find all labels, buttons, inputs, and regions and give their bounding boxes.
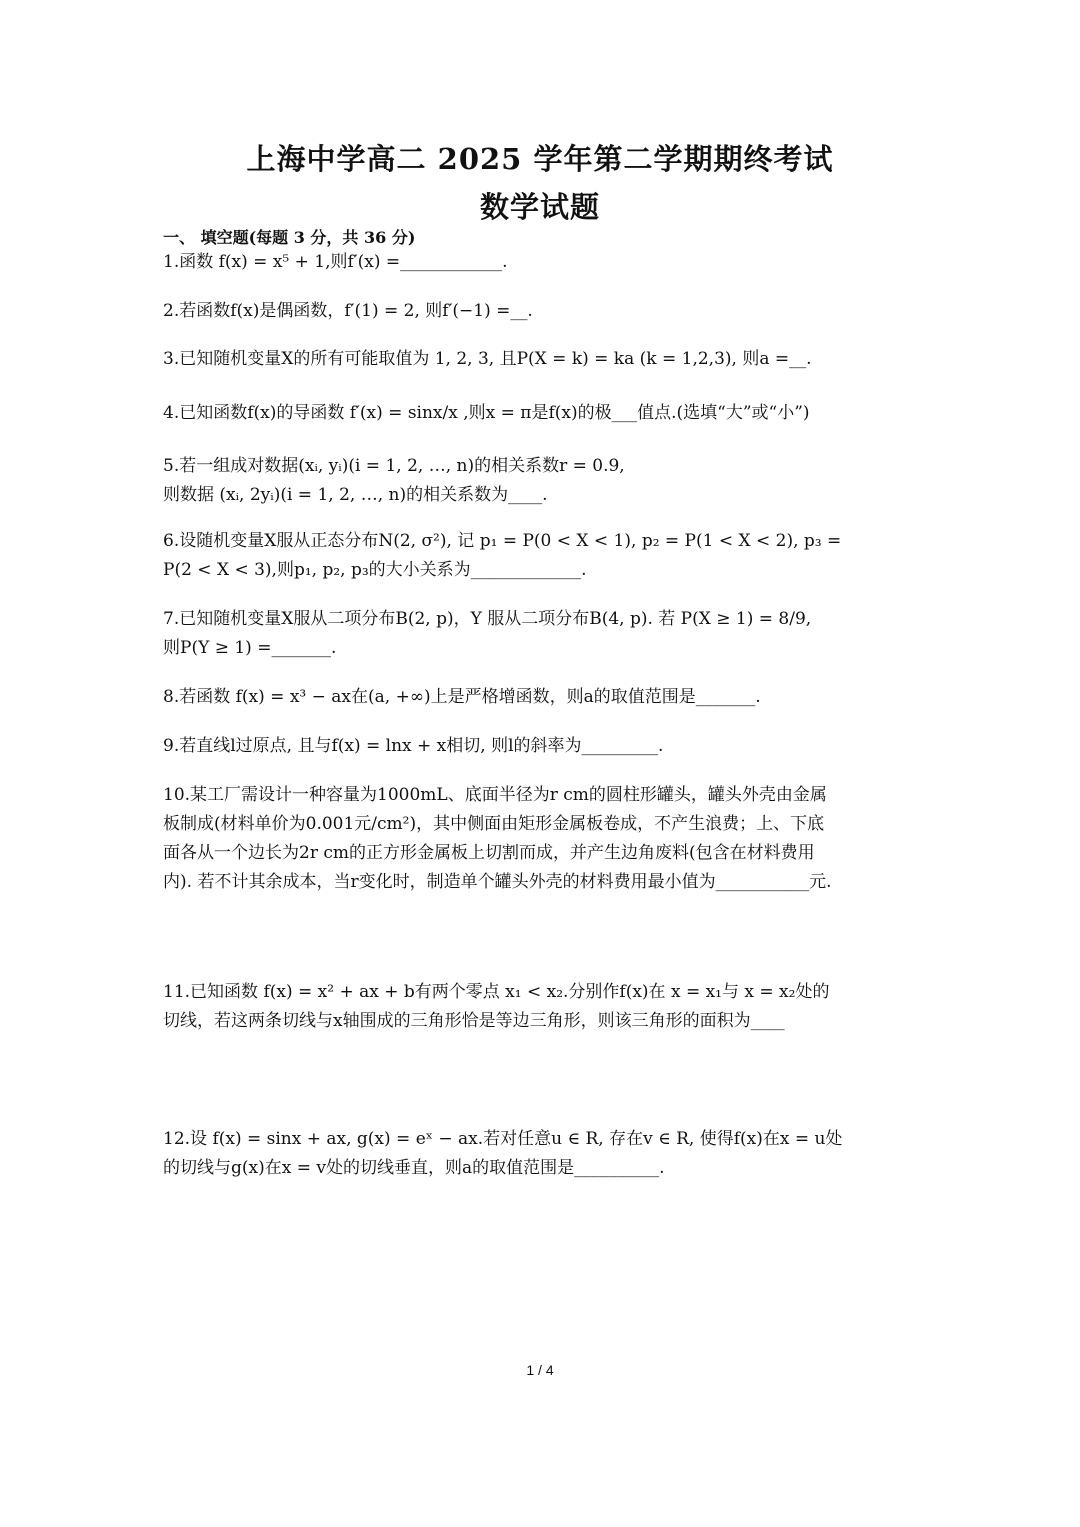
question-line: 10.某工厂需设计一种容量为1000mL、底面半径为r cm的圆柱形罐头，罐头外壳由金属 (163, 785, 827, 805)
question-4 (163, 399, 923, 428)
question-line: 板制成(材料单价为0.001元/cm²)，其中侧面由矩形金属板卷成，不产生浪费；上、下底 (163, 814, 825, 834)
question-line: 1.函数 f(x) = x⁵ + 1,则f′(x) =____________. (163, 252, 508, 272)
exam-title: 上海中学高二 2025 学年第二学期期终考试 (246, 142, 834, 176)
question-8 (163, 683, 923, 712)
question-1 (163, 248, 923, 277)
question-line: 切线，若这两条切线与x轴围成的三角形恰是等边三角形，则该三角形的面积为____ (163, 1011, 785, 1031)
question-10 (163, 781, 923, 897)
section-heading: 一、 填空题(每题 3 分，共 36 分) (163, 228, 416, 247)
question-line: 3.已知随机变量X的所有可能取值为 1, 2, 3, 且P(X = k) = ka (k = 1,2,3), 则a =__. (163, 349, 812, 369)
question-line: P(2 < X < 3),则p₁, p₂, p₃的大小关系为_____________. (163, 560, 587, 580)
question-line: 面各从一个边长为2r cm的正方形金属板上切割而成，并产生边角废料(包含在材料费用 (163, 843, 815, 863)
question-7 (163, 605, 923, 663)
exam-subtitle: 数学试题 (479, 190, 600, 224)
question-12 (163, 1125, 923, 1183)
question-line: 则数据 (xᵢ, 2yᵢ)(i = 1, 2, …, n)的相关系数为____. (163, 485, 548, 505)
question-6 (163, 527, 923, 585)
question-9 (163, 732, 923, 761)
page-number: 1 / 4 (526, 1362, 554, 1378)
question-line: 内). 若不计其余成本，当r变化时，制造单个罐头外壳的材料费用最小值为___________元. (163, 872, 832, 892)
question-line: 7.已知随机变量X服从二项分布B(2, p)，Y 服从二项分布B(4, p). 若 P(X ≥ 1) = 8/9, (163, 609, 812, 629)
question-5 (163, 452, 923, 510)
question-line: 11.已知函数 f(x) = x² + ax + b有两个零点 x₁ < x₂.分别作f(x)在 x = x₁与 x = x₂处的 (163, 982, 830, 1002)
question-line: 2.若函数f(x)是偶函数，f′(1) = 2, 则f′(−1) =__. (163, 301, 533, 321)
question-11 (163, 978, 923, 1036)
question-line: 则P(Y ≥ 1) =_______. (163, 638, 337, 658)
question-2 (163, 297, 923, 326)
question-3 (163, 345, 923, 374)
question-line: 8.若函数 f(x) = x³ − ax在(a, +∞)上是严格增函数，则a的取值范围是_______. (163, 687, 761, 707)
question-line: 6.设随机变量X服从正态分布N(2, σ²), 记 p₁ = P(0 < X < 1), p₂ = P(1 < X < 2), p₃ = (163, 531, 842, 551)
question-line: 5.若一组成对数据(xᵢ, yᵢ)(i = 1, 2, …, n)的相关系数r = 0.9, (163, 456, 625, 476)
question-line: 的切线与g(x)在x = v处的切线垂直，则a的取值范围是__________. (163, 1158, 665, 1178)
question-line: 4.已知函数f(x)的导函数 f′(x) = sinx/x ,则x = π是f(x)的极___值点.(选填“大”或“小”) (163, 403, 810, 423)
question-line: 12.设 f(x) = sinx + ax, g(x) = eˣ − ax.若对任意u ∈ R, 存在v ∈ R, 使得f(x)在x = u处 (163, 1129, 843, 1149)
question-line: 9.若直线l过原点, 且与f(x) = lnx + x相切, 则l的斜率为_________. (163, 736, 664, 756)
